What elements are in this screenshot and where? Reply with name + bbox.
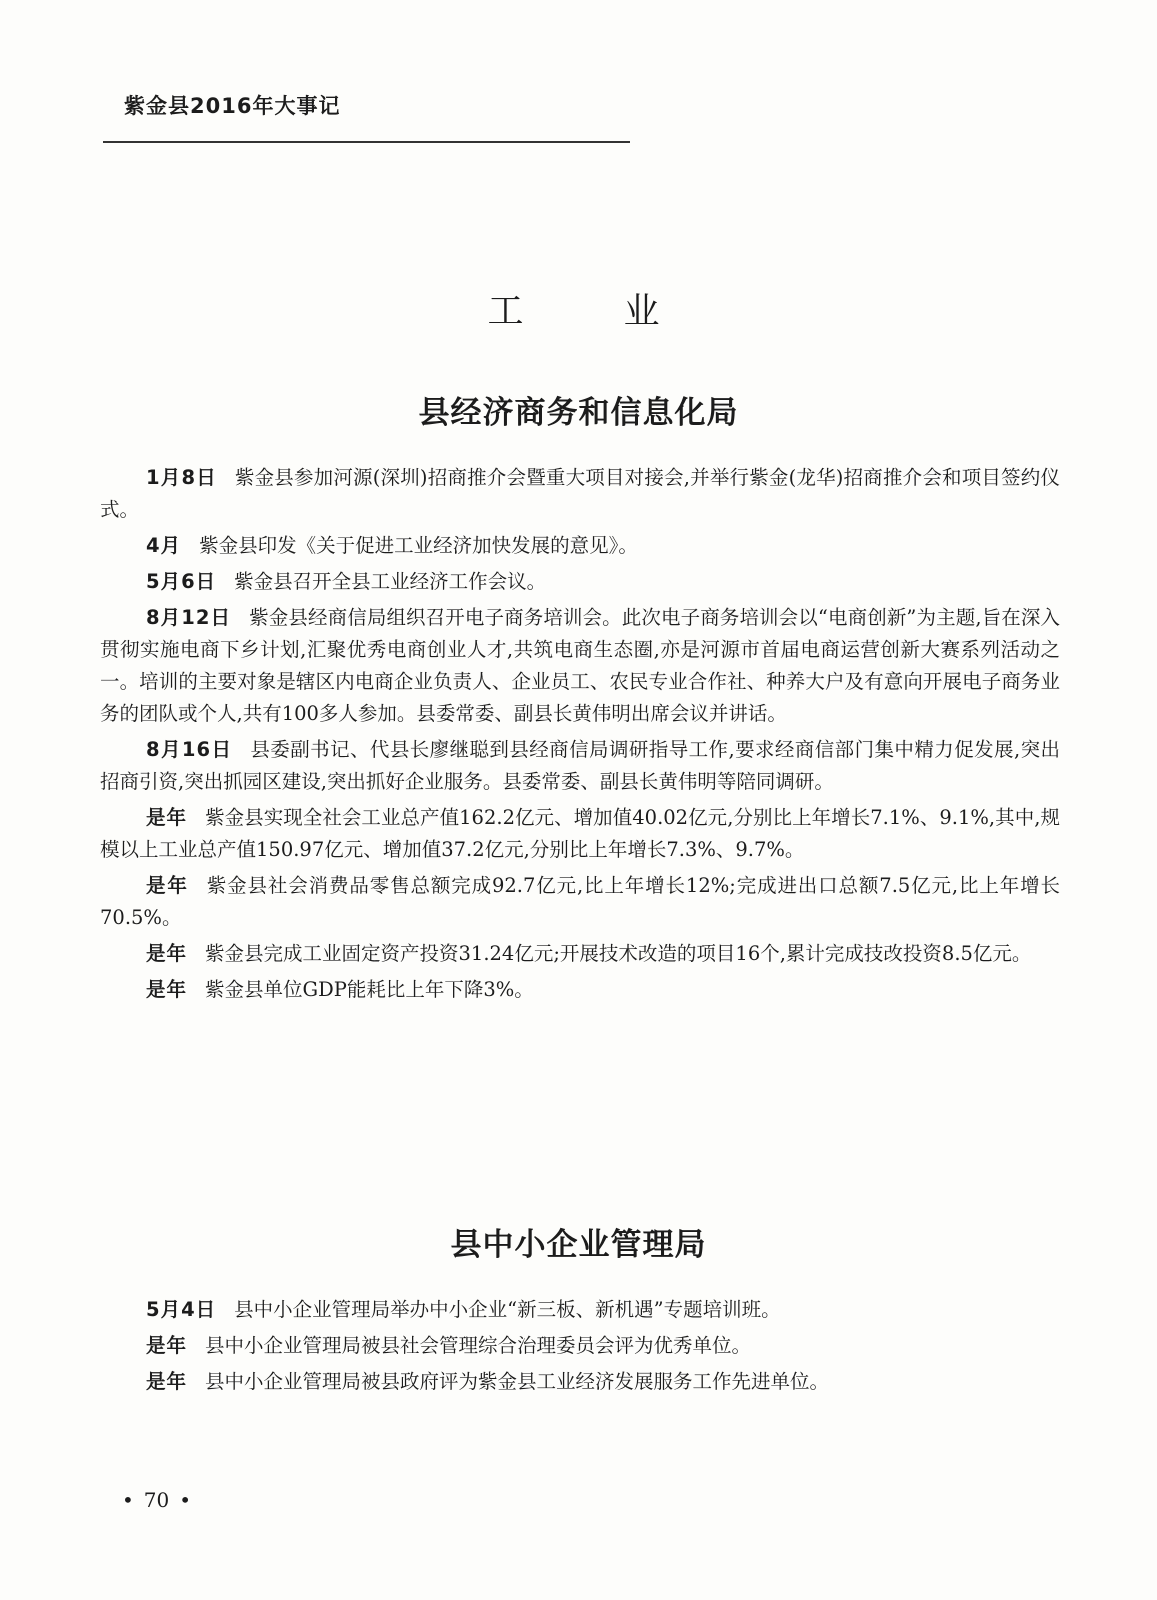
list-item <box>100 734 1060 798</box>
list-item <box>100 1330 1060 1362</box>
list-item <box>100 462 1060 526</box>
page-number <box>112 1488 201 1512</box>
entry-date: 5月4日 <box>146 1298 217 1321</box>
list-item <box>100 1366 1060 1398</box>
bullet-dot-icon: • <box>179 1488 192 1512</box>
entry-date: 8月16日 <box>146 738 233 761</box>
entry-date: 1月8日 <box>146 466 217 489</box>
entry-text: 紫金县召开全县工业经济工作会议。 <box>234 570 547 593</box>
entry-text: 紫金县经商信局组织召开电子商务培训会。此次电子商务培训会以“电商创新”为主题,旨在深入贯彻实施电商下乡计划,汇聚优秀电商创业人才,共筑电商生态圈,亦是河源市首届电商运营创新大赛系列活动之一。培训的主要对象是辖区内电商企业负责人、企业员工、农民专业合作社、种养大户及有意向开展电子商务业务的团队或个人,共有100多人参加。县委常委、副县长黄伟明出席会议并讲话。 <box>100 606 1060 725</box>
entry-text: 县委副书记、代县长廖继聪到县经商信局调研指导工作,要求经商信部门集中精力促发展,突出招商引资,突出抓园区建设,突出抓好企业服务。县委常委、副县长黄伟明等陪同调研。 <box>100 738 1060 793</box>
list-item <box>100 566 1060 598</box>
entry-date: 是年 <box>146 942 188 965</box>
header-divider <box>103 141 630 143</box>
entry-date: 8月12日 <box>146 606 232 629</box>
entry-date: 4月 <box>146 534 182 557</box>
entry-date: 是年 <box>146 1334 188 1357</box>
list-item <box>100 974 1060 1006</box>
list-item <box>100 938 1060 970</box>
entry-text: 县中小企业管理局被县社会管理综合治理委员会评为优秀单位。 <box>205 1334 752 1357</box>
entries-economic-bureau <box>100 462 1060 1010</box>
list-item <box>100 530 1060 562</box>
entry-date: 是年 <box>146 806 188 829</box>
entry-text: 紫金县实现全社会工业总产值162.2亿元、增加值40.02亿元,分别比上年增长7.1%、9.1%,其中,规模以上工业总产值150.97亿元、增加值37.2亿元,分别比上年增长7.3%、9.7%。 <box>100 806 1060 861</box>
page-number-value: 70 <box>143 1488 170 1512</box>
section-title: 工业 <box>487 291 760 332</box>
list-item <box>100 870 1060 934</box>
entry-text: 县中小企业管理局举办中小企业“新三板、新机遇”专题培训班。 <box>234 1298 781 1321</box>
department-title-sme-bureau: 县中小企业管理局 <box>450 1227 707 1263</box>
entry-date: 5月6日 <box>146 570 217 593</box>
list-item <box>100 1294 1060 1326</box>
entry-text: 紫金县印发《关于促进工业经济加快发展的意见》。 <box>199 534 638 557</box>
list-item <box>100 602 1060 730</box>
bullet-dot-icon: • <box>122 1488 134 1512</box>
department-title-economic-bureau: 县经济商务和信息化局 <box>418 395 739 431</box>
entries-sme-bureau <box>100 1294 1060 1402</box>
list-item <box>100 802 1060 866</box>
entry-text: 紫金县社会消费品零售总额完成92.7亿元,比上年增长12%;完成进出口总额7.5亿元,比上年增长70.5%。 <box>100 874 1060 929</box>
entry-text: 县中小企业管理局被县政府评为紫金县工业经济发展服务工作先进单位。 <box>205 1370 830 1393</box>
running-header-title: 紫金县2016年大事记 <box>124 94 341 118</box>
entry-text: 紫金县参加河源(深圳)招商推介会暨重大项目对接会,并举行紫金(龙华)招商推介会和项目签约仪式。 <box>100 466 1060 521</box>
entry-date: 是年 <box>146 1370 188 1393</box>
entry-text: 紫金县单位GDP能耗比上年下降3%。 <box>205 978 534 1001</box>
entry-date: 是年 <box>146 874 189 897</box>
entry-text: 紫金县完成工业固定资产投资31.24亿元;开展技术改造的项目16个,累计完成技改投资8.5亿元。 <box>205 942 1032 965</box>
entry-date: 是年 <box>146 978 188 1001</box>
